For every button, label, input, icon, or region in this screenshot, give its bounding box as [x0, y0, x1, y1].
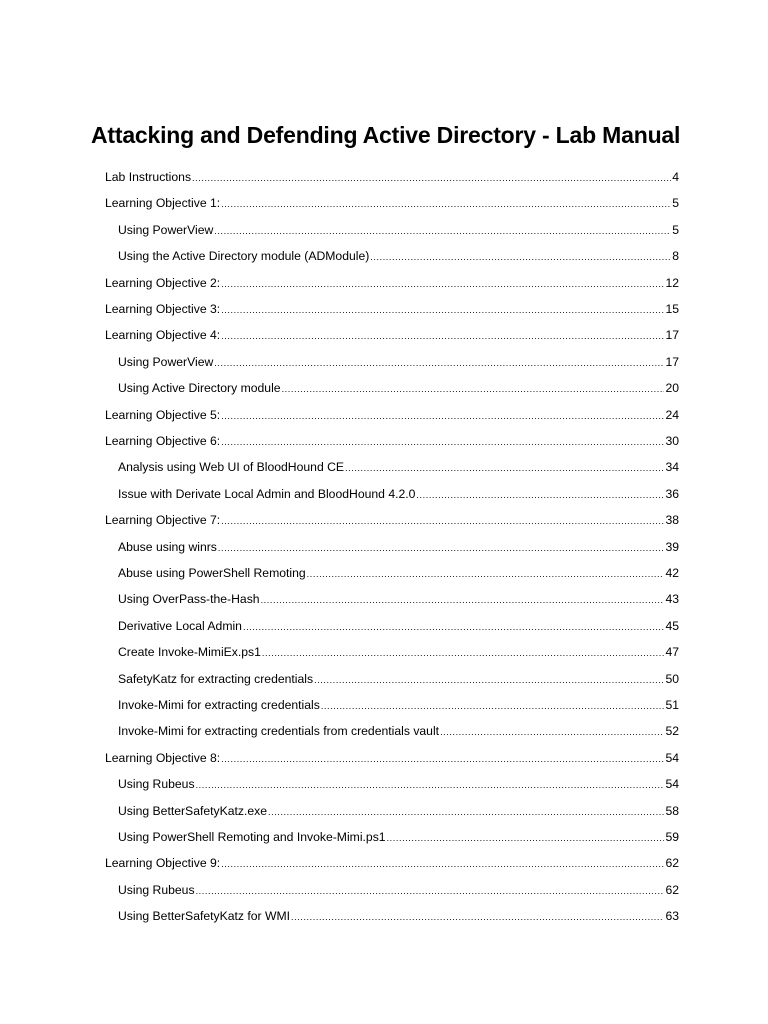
- toc-entry[interactable]: [105, 403, 679, 423]
- toc-entry[interactable]: [118, 640, 679, 660]
- toc-entry-page-number: 15: [665, 302, 679, 316]
- toc-entry-label: Using Rubeus: [118, 882, 195, 897]
- toc-entry[interactable]: [118, 350, 679, 370]
- toc-dot-leader: [440, 725, 664, 739]
- toc-entry[interactable]: [105, 297, 679, 317]
- toc-entry[interactable]: [105, 271, 679, 291]
- toc-entry-page-number: 62: [665, 882, 679, 897]
- toc-entry-label: Using the Active Directory module (ADModule): [118, 249, 370, 264]
- toc-entry-label: Create Invoke-MimiEx.ps1: [118, 645, 261, 660]
- toc-entry-label: Learning Objective 8:: [105, 750, 221, 765]
- toc-entry-page-number: 54: [665, 777, 679, 792]
- toc-entry[interactable]: [118, 614, 679, 634]
- toc-entry-label: Using PowerView: [118, 222, 214, 237]
- toc-entry[interactable]: [105, 429, 679, 449]
- toc-entry-label: Issue with Derivate Local Admin and BloodHound 4.2.0: [118, 486, 416, 501]
- toc-entry[interactable]: [105, 508, 679, 528]
- toc-entry[interactable]: [118, 825, 679, 845]
- toc-dot-leader: [221, 435, 664, 449]
- toc-entry-page-number: 62: [665, 856, 679, 871]
- toc-entry-page-number: 4: [672, 170, 679, 184]
- toc-entry-label: Learning Objective 4:: [105, 328, 221, 343]
- toc-entry-page-number: 50: [665, 671, 679, 686]
- toc-entry-label: Learning Objective 6:: [105, 434, 221, 448]
- toc-entry[interactable]: [118, 482, 679, 502]
- toc-entry[interactable]: [105, 191, 679, 211]
- toc-entry[interactable]: [118, 799, 679, 819]
- toc-entry[interactable]: [118, 535, 679, 555]
- toc-entry[interactable]: [105, 851, 679, 871]
- toc-entry-label: Lab Instructions: [105, 170, 192, 184]
- toc-entry-label: Derivative Local Admin: [118, 618, 242, 633]
- toc-entry-page-number: 8: [672, 249, 679, 264]
- toc-entry-page-number: 20: [665, 381, 679, 396]
- toc-dot-leader: [387, 831, 665, 845]
- toc-entry-page-number: 43: [665, 592, 679, 607]
- toc-entry[interactable]: [105, 746, 679, 766]
- toc-entry-page-number: 59: [665, 830, 679, 844]
- toc-entry[interactable]: [118, 667, 679, 687]
- toc-entry-page-number: 17: [665, 328, 679, 343]
- toc-entry-label: Abuse using winrs: [118, 539, 217, 554]
- toc-entry-page-number: 30: [665, 434, 679, 448]
- toc-entry-label: Learning Objective 5:: [105, 407, 221, 422]
- toc-entry-label: Invoke-Mimi for extracting credentials from credentials vault: [118, 724, 440, 739]
- toc-dot-leader: [214, 224, 671, 238]
- toc-entry-label: Learning Objective 7:: [105, 513, 221, 528]
- toc-dot-leader: [196, 884, 665, 898]
- toc-entry-page-number: 5: [672, 196, 679, 211]
- toc-entry-page-number: 12: [665, 275, 679, 290]
- toc-dot-leader: [221, 752, 664, 766]
- toc-dot-leader: [416, 488, 664, 502]
- toc-dot-leader: [282, 382, 665, 396]
- document-title: Attacking and Defending Active Directory - Lab Manual: [91, 122, 681, 148]
- toc-entry-page-number: 58: [665, 803, 679, 818]
- toc-dot-leader: [370, 250, 671, 264]
- toc-entry-page-number: 54: [665, 750, 679, 765]
- toc-entry-label: Learning Objective 2:: [105, 275, 221, 290]
- toc-entry-page-number: 45: [665, 618, 679, 633]
- toc-entry[interactable]: [118, 693, 679, 713]
- toc-entry-label: SafetyKatz for extracting credentials: [118, 671, 314, 686]
- toc-entry-page-number: 24: [665, 407, 679, 422]
- toc-entry[interactable]: [105, 165, 679, 185]
- toc-dot-leader: [214, 356, 664, 370]
- toc-entry[interactable]: [118, 561, 679, 581]
- toc-entry-page-number: 17: [665, 354, 679, 369]
- toc-entry[interactable]: [118, 878, 679, 898]
- toc-entry-label: Learning Objective 1:: [105, 196, 221, 211]
- toc-entry[interactable]: [105, 323, 679, 343]
- toc-entry-label: Using PowerShell Remoting and Invoke-Mimi.ps1: [118, 830, 386, 844]
- toc-dot-leader: [221, 303, 664, 317]
- toc-entry[interactable]: [118, 587, 679, 607]
- toc-entry-page-number: 5: [672, 222, 679, 237]
- toc-entry-label: Using BetterSafetyKatz.exe: [118, 803, 268, 818]
- toc-entry-label: Using PowerView: [118, 354, 214, 369]
- toc-dot-leader: [345, 461, 664, 475]
- toc-entry-page-number: 39: [665, 539, 679, 554]
- toc-entry-page-number: 42: [665, 566, 679, 580]
- toc-entry-label: Using OverPass-the-Hash: [118, 592, 260, 607]
- toc-dot-leader: [307, 567, 665, 581]
- toc-entry[interactable]: [118, 244, 679, 264]
- toc-entry[interactable]: [118, 218, 679, 238]
- toc-entry-page-number: 52: [665, 724, 679, 739]
- toc-entry[interactable]: [118, 719, 679, 739]
- toc-entry-page-number: 38: [665, 513, 679, 528]
- toc-entry-page-number: 34: [665, 460, 679, 475]
- toc-dot-leader: [262, 646, 665, 660]
- toc-dot-leader: [314, 673, 664, 687]
- toc-entry-label: Using Active Directory module: [118, 381, 281, 396]
- toc-entry-label: Learning Objective 3:: [105, 302, 221, 316]
- toc-dot-leader: [261, 593, 665, 607]
- toc-entry[interactable]: [118, 772, 679, 792]
- toc-entry-page-number: 47: [665, 645, 679, 660]
- toc-dot-leader: [221, 277, 664, 291]
- toc-dot-leader: [196, 778, 665, 792]
- toc-dot-leader: [221, 857, 664, 871]
- toc-entry-label: Analysis using Web UI of BloodHound CE: [118, 460, 345, 475]
- toc-dot-leader: [321, 699, 665, 713]
- toc-entry-label: Learning Objective 9:: [105, 856, 221, 871]
- toc-dot-leader: [268, 805, 664, 819]
- toc-entry[interactable]: [118, 455, 679, 475]
- toc-dot-leader: [243, 620, 664, 634]
- toc-entry-page-number: 51: [665, 698, 679, 712]
- toc-entry-label: Using BetterSafetyKatz for WMI: [118, 909, 291, 924]
- toc-dot-leader: [218, 541, 665, 555]
- toc-dot-leader: [221, 514, 664, 528]
- toc-dot-leader: [221, 409, 664, 423]
- toc-entry-label: Invoke-Mimi for extracting credentials: [118, 698, 320, 712]
- toc-dot-leader: [291, 910, 664, 924]
- toc-entry[interactable]: [118, 904, 679, 924]
- toc-dot-leader: [192, 171, 671, 185]
- toc-entry[interactable]: [118, 376, 679, 396]
- toc-dot-leader: [221, 197, 671, 211]
- toc-entry-label: Using Rubeus: [118, 777, 195, 792]
- toc-entry-page-number: 36: [665, 486, 679, 501]
- toc-dot-leader: [221, 329, 664, 343]
- toc-entry-label: Abuse using PowerShell Remoting: [118, 566, 306, 580]
- toc-entry-page-number: 63: [665, 909, 679, 924]
